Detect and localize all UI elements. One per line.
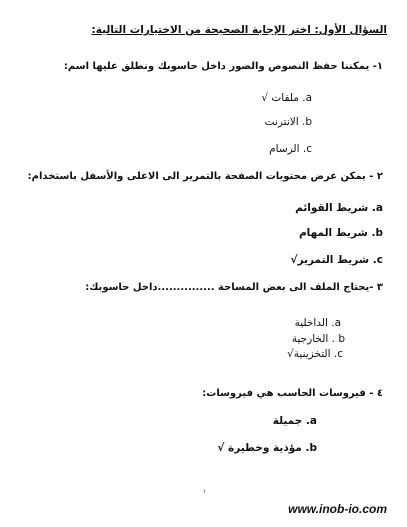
section-title: السؤال الأول: اختر الإجابة الصحيحة من الاختيارات التالية: [91, 24, 387, 36]
q2-option-a: a. شريط القوائم [295, 202, 383, 214]
q1-option-c: c. الرسام [269, 143, 312, 155]
q1-option-a: a. ملفات √ [261, 92, 312, 104]
question-1-text: ١- يمكننا حفظ النصوص والصور داخل حاسوبك ونطلق عليها اسم: [63, 61, 383, 72]
q3-option-a: a. الداخلية [294, 317, 341, 329]
q2-option-b: b. شريط المهام [298, 227, 383, 239]
q2-option-c: c. شريط التمرير√ [290, 254, 383, 266]
q3-option-c: c. التخزينية√ [287, 348, 343, 360]
q4-option-b: b. مؤذية وخطيرة √ [217, 442, 317, 454]
question-3-text: ٣ -يحتاج الملف الى بعض المساحة ...............داخل حاسوبك: [85, 282, 383, 293]
question-4-text: ٤ - فيروسات الحاسب هي فيروسات: [202, 388, 383, 399]
q4-option-a: a. جميلة [272, 415, 317, 427]
question-2-text: ٢ - يمكن عرض محتويات الصفحة بالتمرير الى الاعلى والأسفل باستخدام: [27, 171, 383, 182]
q3-option-b: b . الخارجية [291, 333, 345, 345]
q1-option-b: b. الانترنت [264, 116, 312, 128]
footer-url: www.inob-io.com [288, 502, 387, 516]
page-number: ١ [203, 488, 207, 495]
